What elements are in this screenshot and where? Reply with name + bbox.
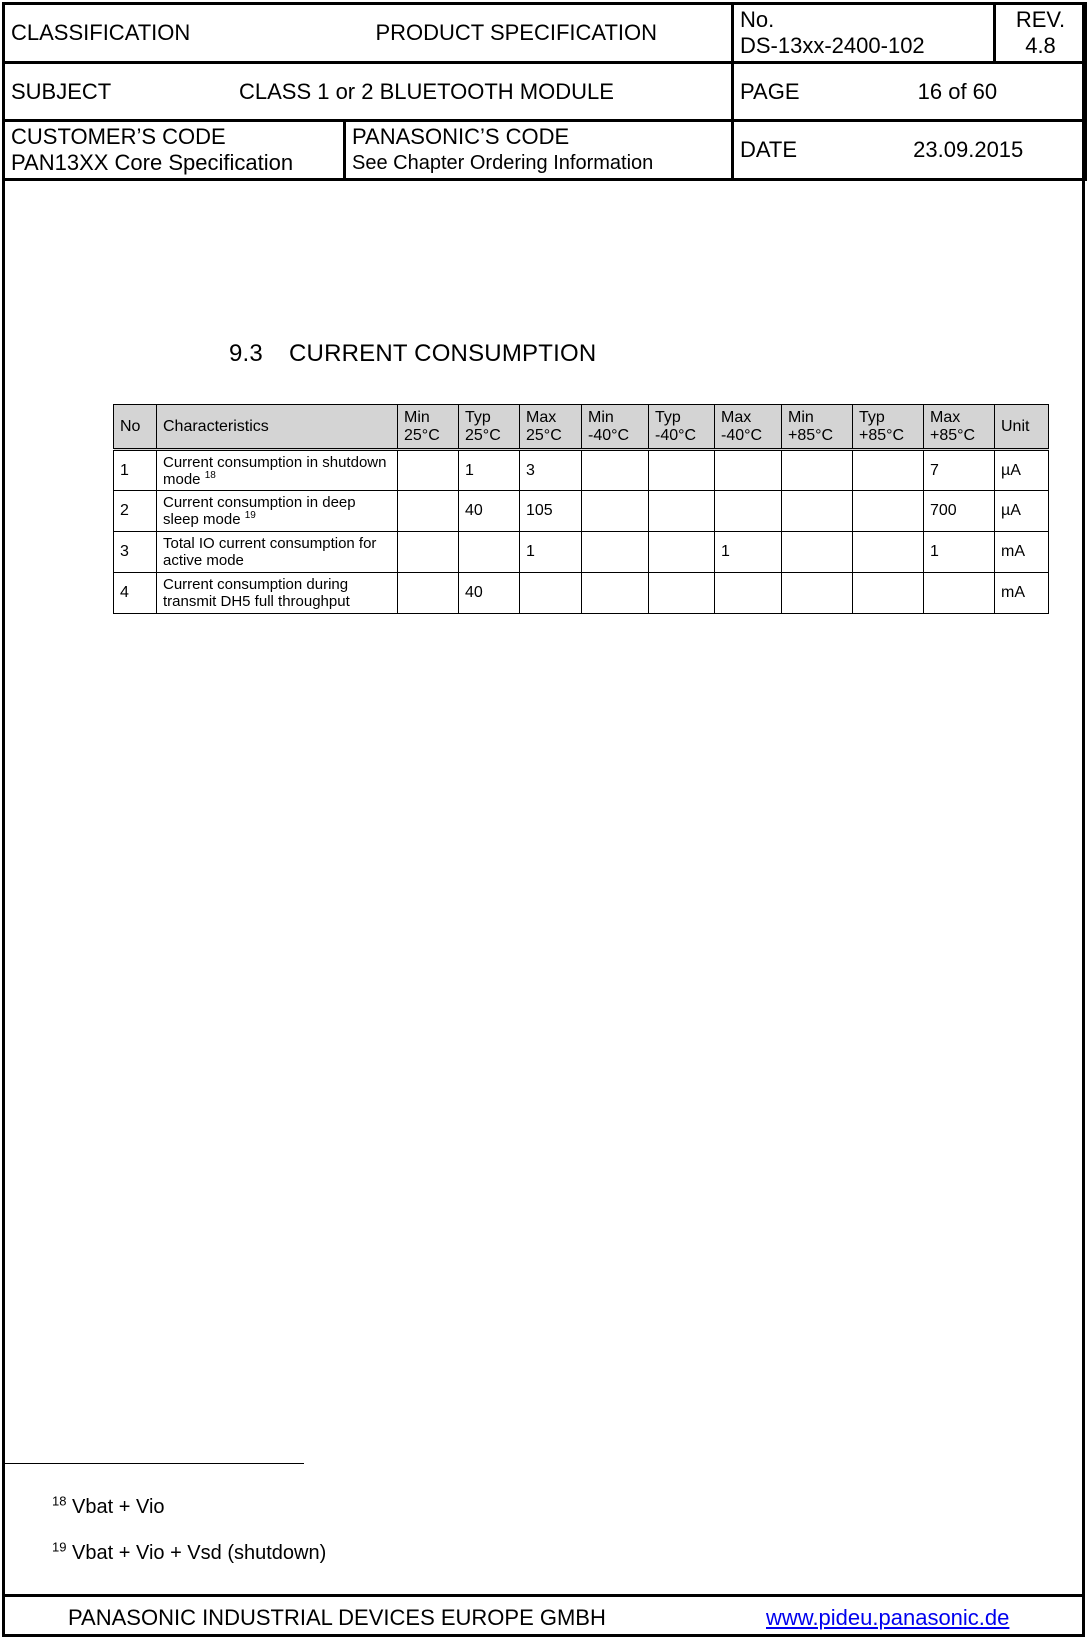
cell-typ85 (853, 532, 924, 573)
revision-value: 4.8 (1025, 33, 1056, 58)
row-number: 4 (114, 573, 157, 614)
doc-number-cell (733, 4, 995, 63)
footnote-separator (5, 1463, 304, 1464)
classification-value: PRODUCT SPECIFICATION (375, 20, 657, 45)
page-label: PAGE (740, 78, 800, 104)
characteristic-text: Current consumption in shutdown mode (163, 453, 387, 488)
column-header (157, 405, 398, 450)
cell-max85: 7 (924, 450, 995, 491)
footnote-mark: 19 (52, 1539, 67, 1555)
footnote-19 (52, 1539, 327, 1565)
cell-typm40 (649, 532, 715, 573)
table-row (114, 450, 1049, 491)
cell-max25: 3 (520, 450, 582, 491)
cell-typ85 (853, 491, 924, 532)
cell-minm40 (582, 532, 649, 573)
column-header (459, 405, 520, 450)
column-header-line2: 25°C (465, 426, 501, 444)
section-heading (229, 340, 596, 368)
page-frame (2, 2, 1085, 1637)
column-header-line1: Max (526, 408, 557, 426)
cell-typm40 (649, 450, 715, 491)
cell-max25: 1 (520, 532, 582, 573)
cell-typ85 (853, 573, 924, 614)
cell-maxm40 (715, 450, 782, 491)
table-header-row (114, 405, 1049, 450)
column-header (995, 405, 1049, 450)
row-characteristic (157, 450, 398, 491)
column-header-line2: 25°C (526, 426, 562, 444)
row-characteristic (157, 532, 398, 573)
customer-code-label: CUSTOMER’S CODE (11, 124, 226, 149)
cell-typ25: 40 (459, 573, 520, 614)
column-header (398, 405, 459, 450)
cell-typ25: 1 (459, 450, 520, 491)
cell-unit: µA (995, 491, 1049, 532)
cell-min85 (782, 532, 853, 573)
column-header-line1: Typ (859, 408, 885, 426)
column-header (114, 405, 157, 450)
column-header-line2: -40°C (721, 426, 763, 444)
subject-label: SUBJECT (11, 78, 111, 104)
row-characteristic (157, 573, 398, 614)
subject-value: CLASS 1 or 2 BLUETOOTH MODULE (238, 78, 614, 104)
column-header-line2: +85°C (930, 426, 976, 444)
table-row (114, 491, 1049, 532)
doc-number-label: No. (740, 7, 775, 32)
cell-typ85 (853, 450, 924, 491)
customer-code-value: PAN13XX Core Specification (11, 150, 294, 175)
column-header-line1: Max (721, 408, 752, 426)
column-header-line1: Typ (465, 408, 491, 426)
cell-minm40 (582, 573, 649, 614)
column-header-line1: Min (788, 408, 814, 426)
row-number: 2 (114, 491, 157, 532)
cell-min25 (398, 450, 459, 491)
column-header (715, 405, 782, 450)
current-consumption-table (113, 404, 1049, 614)
table-row (114, 573, 1049, 614)
cell-maxm40: 1 (715, 532, 782, 573)
section-title: CURRENT CONSUMPTION (289, 340, 597, 367)
cell-typm40 (649, 573, 715, 614)
footnote-18 (52, 1493, 165, 1519)
date-cell (733, 121, 1087, 180)
cell-minm40 (582, 450, 649, 491)
characteristic-text: Current consumption in deep sleep mode (163, 494, 356, 528)
date-value: 23.09.2015 (913, 137, 1024, 162)
footer-company: PANASONIC INDUSTRIAL DEVICES EUROPE GMBH (68, 1605, 606, 1630)
panasonic-code-label: PANASONIC’S CODE (352, 124, 570, 149)
column-header (924, 405, 995, 450)
column-header-line2: +85°C (788, 426, 834, 444)
row-characteristic (157, 491, 398, 532)
cell-maxm40 (715, 491, 782, 532)
column-header-line1: Max (930, 408, 961, 426)
cell-minm40 (582, 491, 649, 532)
cell-max25 (520, 573, 582, 614)
row-number: 3 (114, 532, 157, 573)
footer-website-link[interactable]: www.pideu.panasonic.de (766, 1605, 1010, 1630)
column-header-line1: Unit (1001, 417, 1030, 435)
cell-unit: mA (995, 573, 1049, 614)
cell-unit: µA (995, 450, 1049, 491)
page-cell (733, 63, 1087, 121)
column-header-line1: Characteristics (163, 417, 269, 435)
cell-min85 (782, 573, 853, 614)
cell-max85 (924, 573, 995, 614)
footnote-mark: 18 (52, 1493, 67, 1509)
column-header (649, 405, 715, 450)
column-header-line2: +85°C (859, 426, 905, 444)
cell-min85 (782, 450, 853, 491)
column-header-line2: 25°C (404, 426, 440, 444)
table-row (114, 532, 1049, 573)
cell-min85 (782, 491, 853, 532)
cell-max85: 1 (924, 532, 995, 573)
column-header-line1: Typ (655, 408, 681, 426)
document-header (2, 2, 1087, 181)
cell-max25: 105 (520, 491, 582, 532)
classification-cell (4, 4, 733, 63)
cell-unit: mA (995, 532, 1049, 573)
characteristic-text: Current consumption during transmit DH5 full throughput (163, 576, 350, 610)
cell-min25 (398, 573, 459, 614)
column-header (520, 405, 582, 450)
column-header-line1: Min (404, 408, 430, 426)
footnote-text: Vbat + Vio (72, 1496, 165, 1518)
date-label: DATE (740, 137, 798, 162)
customer-code-cell (4, 121, 345, 180)
panasonic-code-cell (345, 121, 733, 180)
revision-label: REV. (1015, 7, 1066, 32)
column-header-line2: -40°C (655, 426, 697, 444)
column-header-line2: -40°C (588, 426, 630, 444)
column-header-line1: No (120, 417, 141, 435)
cell-min25 (398, 532, 459, 573)
cell-typm40 (649, 491, 715, 532)
classification-label: CLASSIFICATION (11, 20, 191, 45)
page-footer (2, 1594, 1085, 1637)
subject-cell (4, 63, 733, 121)
cell-max85: 700 (924, 491, 995, 532)
panasonic-code-value: See Chapter Ordering Information (352, 152, 654, 174)
cell-typ25 (459, 532, 520, 573)
cell-maxm40 (715, 573, 782, 614)
page-value: 16 of 60 (917, 78, 998, 104)
footnote-text: Vbat + Vio + Vsd (shutdown) (72, 1542, 327, 1564)
column-header (853, 405, 924, 450)
footnote-reference: 18 (204, 469, 216, 481)
column-header-line1: Min (588, 408, 614, 426)
cell-typ25: 40 (459, 491, 520, 532)
cell-min25 (398, 491, 459, 532)
column-header (782, 405, 853, 450)
section-number: 9.3 (229, 340, 263, 367)
column-header (582, 405, 649, 450)
characteristic-text: Total IO current consumption for active mode (163, 535, 377, 569)
row-number: 1 (114, 450, 157, 491)
footnote-reference: 19 (244, 510, 256, 521)
doc-number-value: DS-13xx-2400-102 (740, 33, 925, 58)
revision-cell (995, 4, 1087, 63)
